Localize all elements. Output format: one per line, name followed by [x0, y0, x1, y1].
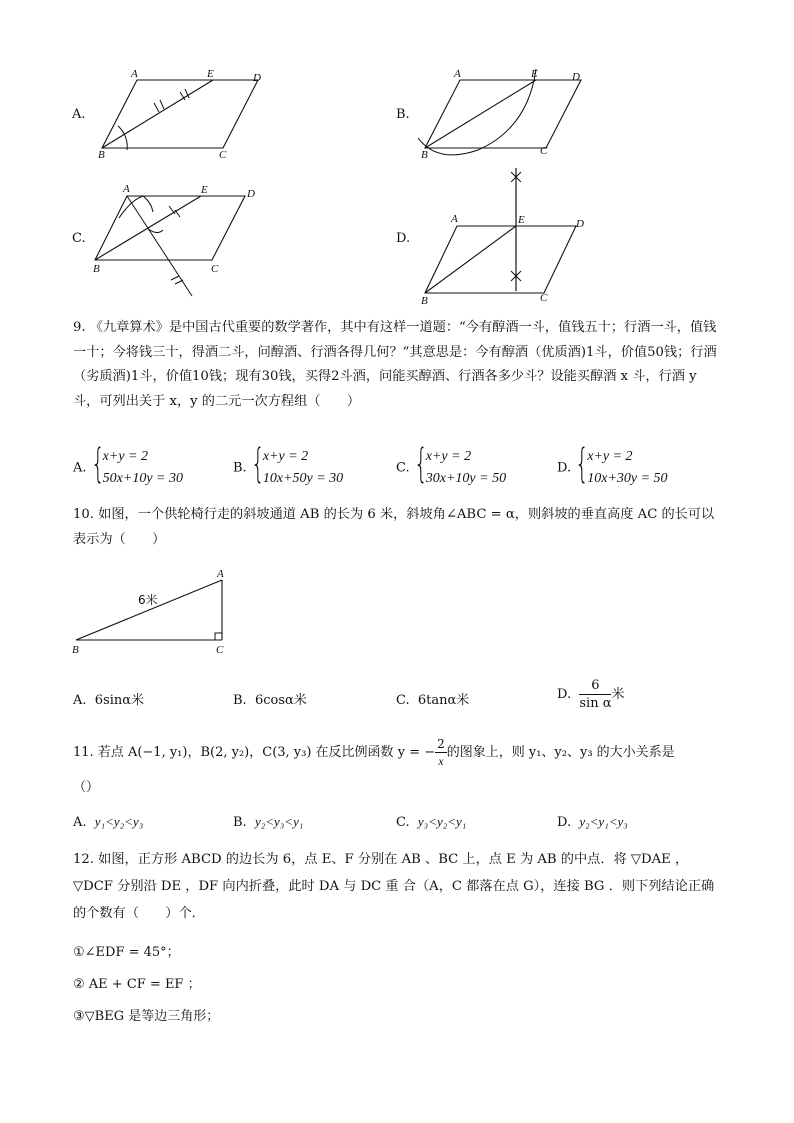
q11-option-c[interactable]: C. y₃<y₂<y₁	[396, 814, 467, 830]
q8-figure-c	[93, 182, 258, 300]
svg-text:C: C	[216, 644, 224, 656]
svg-text:A: A	[131, 68, 138, 80]
svg-text:E: E	[201, 184, 208, 196]
q10-question-text: 10. 如图，一个供轮椅行走的斜坡通道 AB 的长为 6 米，斜坡角∠ABC = α，则斜坡的垂直高度 AC 的长可以表示为（ ）	[73, 507, 715, 547]
svg-text:E: E	[531, 68, 538, 80]
q10-option-d[interactable]: D. $\frac{6}{\text{sin α}}$ 米	[557, 678, 625, 711]
q9-question-text: 9. 《九章算术》是中国古代重要的数学著作，其中有这样一道题：“今有醇酒一斗，值钱五十；行酒一斗，值钱一十；今将钱三十，得酒二斗，问醇酒、行酒各得几何？”其意思是：今有醇酒（优质酒)1斗，价值50钱；行酒（劣质酒)1斗，价值10钱；现有30钱，买得2斗酒，问能买醇酒、行酒各多少斗？设能买醇酒 x 斗，行酒 y 斗，可列出关于 x，y 的二元一次方程组（ ）	[73, 320, 717, 409]
q9-option-b-label: B.	[233, 460, 247, 476]
q10-option-c[interactable]: C. 6tanα米	[396, 693, 470, 708]
svg-text:E: E	[518, 214, 525, 226]
q9-option-c[interactable]: C. { x+y = 2 30x+10y = 50	[396, 441, 507, 487]
svg-text:D: D	[247, 188, 255, 200]
q10-option-a[interactable]: A. 6sinα米	[73, 693, 145, 708]
q8-option-b-label[interactable]: B.	[396, 107, 410, 122]
q9-option-a-label: A.	[73, 460, 87, 476]
svg-text:B: B	[421, 149, 428, 161]
svg-text:D: D	[576, 218, 584, 230]
q12-item-1: ①∠EDF = 45°；	[73, 945, 180, 960]
svg-text:D: D	[253, 72, 261, 84]
q11-option-b[interactable]: B. y₂<y₃<y₁	[233, 814, 304, 830]
q10-triangle-figure	[70, 562, 240, 658]
svg-text:6米: 6米	[138, 593, 158, 607]
svg-text:B: B	[98, 149, 105, 161]
q8-figure-b	[418, 66, 598, 162]
q9-option-b[interactable]: B. { x+y = 2 10x+50y = 30	[233, 441, 344, 487]
q8-option-d-label[interactable]: D.	[396, 231, 411, 246]
q12-question-text: 12. 如图，正方形 ABCD 的边长为 6，点 E、F 分别在 AB 、BC 上，点 E 为 AB 的中点．将 ▽DAE ，▽DCF 分别沿 DE ，DF 向内折叠，此时 DA 与 DC 重 合（A，C 都落在点 G），连接 BG ．则下列结论正确的个数有（ ）个．	[73, 852, 715, 921]
svg-text:C: C	[211, 263, 219, 275]
q11-question-line1: 11. 若点 A(−1, y₁)，B(2, y₂)，C(3, y₃) 在反比例函数 y = − $\frac{2}{x}$ 的图象上，则 y₁、y₂、y₃ 的大小关系是	[73, 737, 675, 768]
q9-option-d[interactable]: D. { x+y = 2 10x+30y = 50	[557, 441, 668, 487]
q12-item-2: ② AE + CF = EF ；	[73, 977, 201, 992]
svg-text:A: A	[123, 183, 130, 195]
svg-text:A: A	[454, 68, 461, 80]
q12-item-3: ③▽BEG 是等边三角形；	[73, 1009, 220, 1024]
svg-text:C: C	[540, 292, 548, 304]
q8-figure-d	[418, 165, 598, 309]
q8-option-c-label[interactable]: C.	[72, 231, 86, 246]
q8-option-a-label[interactable]: A.	[72, 107, 86, 122]
q9-option-a[interactable]: A. { x+y = 2 50x+10y = 30	[73, 441, 183, 487]
svg-text:A: A	[217, 568, 224, 580]
svg-text:A: A	[451, 213, 458, 225]
svg-text:B: B	[93, 263, 100, 275]
q9-option-c-label: C.	[396, 460, 410, 476]
svg-text:B: B	[72, 644, 79, 656]
q11-option-d[interactable]: D. y₂<y₁<y₃	[557, 814, 628, 830]
svg-text:D: D	[572, 71, 580, 83]
svg-text:B: B	[421, 295, 428, 307]
q8-figure-a	[95, 66, 275, 162]
q11-option-a[interactable]: A. y₁<y₂<y₃	[73, 814, 144, 830]
q10-option-b[interactable]: B. 6cosα米	[233, 693, 307, 708]
q9-option-d-label: D.	[557, 460, 572, 476]
q11-question-line2: （）	[73, 780, 100, 795]
svg-text:C: C	[219, 149, 227, 161]
svg-text:C: C	[540, 145, 548, 157]
svg-text:E: E	[207, 68, 214, 80]
